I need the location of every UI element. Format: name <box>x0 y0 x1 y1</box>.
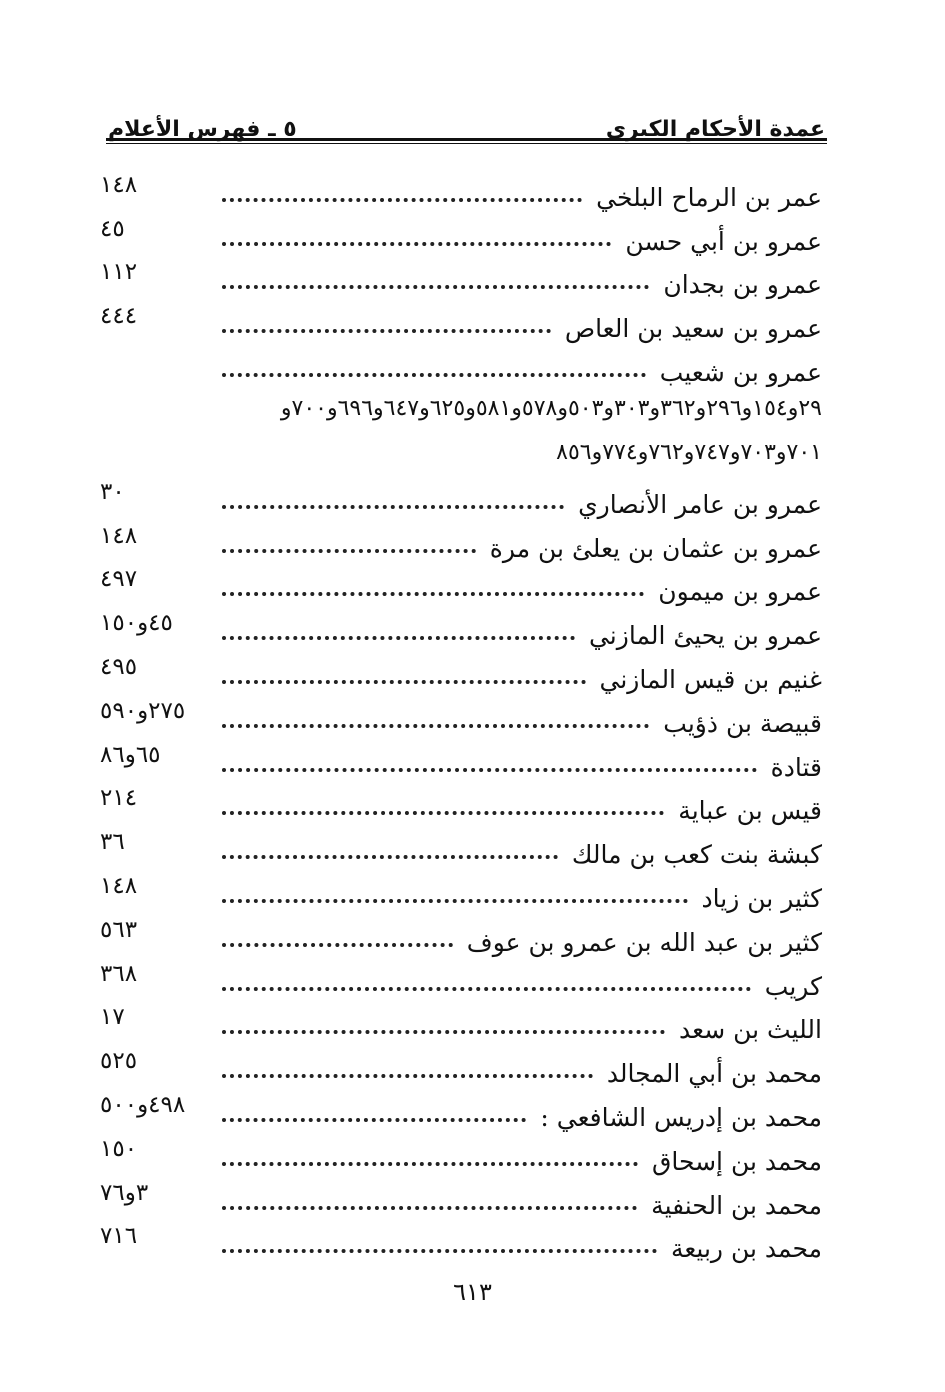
entry-pages: ١٤٨ <box>100 522 138 549</box>
entry-name: محمد بن إسحاق <box>651 1146 822 1176</box>
dot-leader <box>222 680 586 684</box>
entry-pages: ٤٩٥ <box>100 653 138 680</box>
entry-name: عمر بن الرماح البلخي <box>596 182 822 212</box>
entry-pages: ٣٦ <box>100 829 125 856</box>
index-entry <box>100 782 822 826</box>
index-entry <box>100 475 822 519</box>
entry-continuation-line: ٧٠١و٧٠٣و٧٤٧و٧٦٢و٧٧٤و٨٥٦ <box>556 439 822 465</box>
entry-name: كريب <box>764 971 822 1001</box>
running-header <box>108 96 825 142</box>
entry-pages: ٥٦٣ <box>100 916 138 943</box>
entry-name: كبشة بنت كعب بن مالك <box>571 840 822 870</box>
entry-pages: ٤٥و١٥٠ <box>100 610 173 637</box>
dot-leader <box>222 987 751 991</box>
entry-name: محمد بن أبي المجالد <box>606 1059 822 1089</box>
entry-name: عمرو بن سعيد بن العاص <box>564 314 822 344</box>
entry-name: محمد بن إدريس الشافعي : <box>540 1102 822 1132</box>
index-entry <box>100 563 822 607</box>
dot-leader <box>222 198 582 202</box>
entry-continuation-line: ٢٩و١٥٤و٢٩٦و٣٦٢و٣٠٣و٥٠٣و٥٧٨و٥٨١و٦٢٥و٦٤٧و٦٩٦و٧٠٠و <box>280 395 822 421</box>
index-entry <box>100 738 822 782</box>
entry-name: محمد بن ربيعة <box>670 1234 822 1264</box>
index-list <box>100 168 822 1263</box>
index-entry <box>100 869 822 913</box>
dot-leader <box>222 1249 657 1253</box>
index-entry <box>100 1220 822 1264</box>
entry-name: قيس بن عباية <box>678 796 822 826</box>
dot-leader <box>222 1074 593 1078</box>
entry-pages: ٢٧٥و٥٩٠ <box>100 697 186 724</box>
entry-pages: ٤٤٤ <box>100 303 138 330</box>
entry-pages: ١١٢ <box>100 259 138 286</box>
entry-pages: ١٤٨ <box>100 171 138 198</box>
dot-leader <box>222 242 611 246</box>
index-entry <box>100 519 822 563</box>
header-rule <box>106 138 827 144</box>
entry-pages: ٢١٤ <box>100 785 138 812</box>
entry-pages: ١٥٠ <box>100 1135 138 1162</box>
index-entry <box>100 1132 822 1176</box>
entry-pages: ٥٢٥ <box>100 1048 138 1075</box>
dot-leader <box>222 899 688 903</box>
dot-leader <box>222 1162 638 1166</box>
dot-leader <box>222 636 575 640</box>
dot-leader <box>222 1118 526 1122</box>
entry-name: الليث بن سعد <box>679 1015 822 1045</box>
entry-pages: ٣٦٨ <box>100 960 138 987</box>
entry-name: عمرو بن عامر الأنصاري <box>578 489 822 519</box>
dot-leader <box>222 549 476 553</box>
dot-leader <box>222 505 564 509</box>
index-entry <box>100 299 822 343</box>
entry-name: عمرو بن بجدان <box>663 270 822 300</box>
entry-name: عمرو بن ميمون <box>658 577 822 607</box>
index-entry <box>100 343 822 387</box>
dot-leader <box>222 724 649 728</box>
entry-pages: ١٧ <box>100 1004 125 1031</box>
index-entry <box>100 650 822 694</box>
section-title: ٥ ـ فهرس الأعلام <box>108 117 297 142</box>
entry-name: عمرو بن عثمان بن يعلئ بن مرة <box>489 533 822 563</box>
entry-name: قتادة <box>770 752 822 782</box>
index-entry <box>100 1044 822 1088</box>
entry-name: كثير بن عبد الله بن عمرو بن عوف <box>466 927 822 957</box>
dot-leader <box>222 811 664 815</box>
dot-leader <box>222 329 551 333</box>
dot-leader <box>222 943 453 947</box>
dot-leader <box>222 1030 665 1034</box>
entry-name: كثير بن زياد <box>701 883 822 913</box>
entry-name: محمد بن الحنفية <box>651 1190 822 1220</box>
dot-leader <box>222 768 757 772</box>
dot-leader <box>222 592 644 596</box>
entry-name: عمرو بن شعيب <box>659 357 822 387</box>
index-entry <box>100 606 822 650</box>
entry-pages: ٦٥و٨٦ <box>100 741 161 768</box>
index-entry <box>100 212 822 256</box>
index-entry <box>100 1176 822 1220</box>
entry-pages <box>100 373 212 387</box>
entry-pages: ٣و٧٦ <box>100 1179 149 1206</box>
index-entry <box>100 256 822 300</box>
entry-pages: ٣٠ <box>100 478 125 505</box>
dot-leader <box>222 373 646 377</box>
entry-name: عمرو بن يحيئ المازني <box>588 621 822 651</box>
entry-pages: ٧١٦ <box>100 1223 138 1250</box>
page-number: ٦١٣ <box>453 1278 492 1306</box>
index-entry <box>100 825 822 869</box>
entry-pages: ٤٩٨و٥٠٠ <box>100 1091 186 1118</box>
index-entry <box>100 694 822 738</box>
entry-name: عمرو بن أبي حسن <box>625 226 822 256</box>
entry-pages: ٤٥ <box>100 215 125 242</box>
dot-leader <box>222 1206 637 1210</box>
index-entry <box>100 1001 822 1045</box>
entry-pages: ٤٩٧ <box>100 566 138 593</box>
index-entry <box>100 168 822 212</box>
dot-leader <box>222 285 649 289</box>
dot-leader <box>222 855 558 859</box>
entry-pages: ١٤٨ <box>100 872 138 899</box>
index-entry <box>100 1088 822 1132</box>
book-title: عمدة الأحكام الكبرى <box>605 117 825 142</box>
index-entry <box>100 957 822 1001</box>
entry-name: قبيصة بن ذؤيب <box>663 708 822 738</box>
entry-name: غنيم بن قيس المازني <box>599 664 822 694</box>
index-entry <box>100 913 822 957</box>
